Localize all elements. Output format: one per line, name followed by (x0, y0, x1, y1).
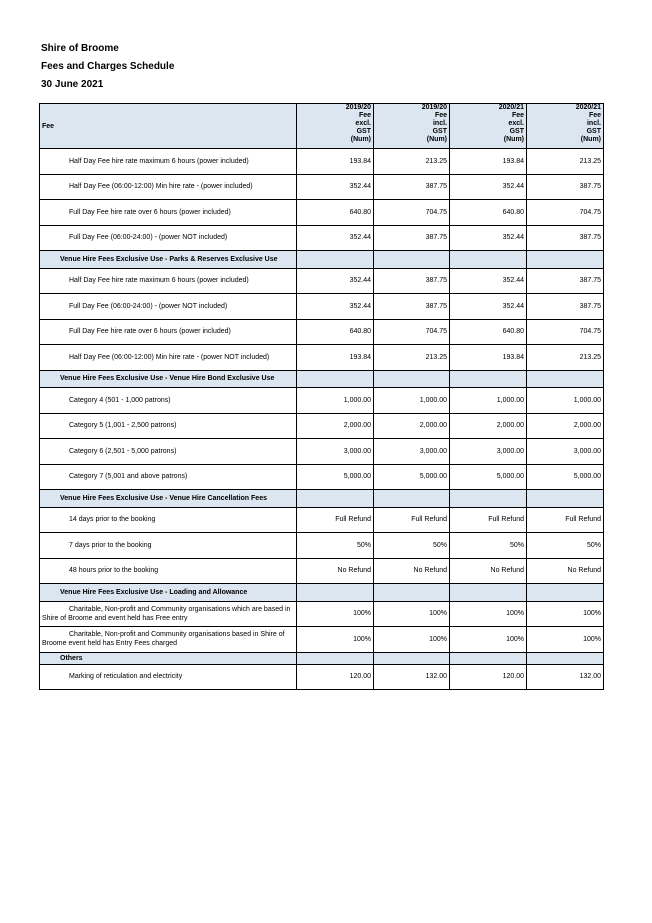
fee-2019-20-excl-gst: 352.44 (297, 268, 374, 294)
table-row (40, 200, 604, 226)
fee-2020-21-excl-gst: 193.84 (450, 149, 527, 175)
fee-2020-21-excl-gst: 120.00 (450, 664, 527, 690)
fee-2019-20-excl-gst: 640.80 (297, 319, 374, 345)
fee-2020-21-incl-gst: 1,000.00 (527, 388, 604, 414)
fee-description: 14 days prior to the booking (40, 507, 297, 533)
fee-description: Half Day Fee hire rate maximum 6 hours (power included) (40, 149, 297, 175)
fee-2019-20-incl-gst: 3,000.00 (374, 439, 450, 465)
fee-2019-20-excl-gst: 2,000.00 (297, 413, 374, 439)
fee-2020-21-incl-gst: 213.25 (527, 345, 604, 371)
organisation-name: Shire of Broome (41, 43, 119, 54)
empty-cell (527, 370, 604, 388)
fee-2019-20-incl-gst: 704.75 (374, 319, 450, 345)
fee-2020-21-incl-gst: 704.75 (527, 319, 604, 345)
fee-2019-20-incl-gst: 50% (374, 533, 450, 559)
fee-description: Charitable, Non-profit and Community organisations based in Shire of Broome event held has Entry Fees charged (40, 627, 297, 653)
fee-2019-20-excl-gst: 50% (297, 533, 374, 559)
fee-2019-20-excl-gst: 193.84 (297, 149, 374, 175)
fee-2020-21-incl-gst: Full Refund (527, 507, 604, 533)
section-label: Venue Hire Fees Exclusive Use - Venue Hire Cancellation Fees (40, 490, 297, 508)
section-label: Venue Hire Fees Exclusive Use - Venue Hire Bond Exclusive Use (40, 370, 297, 388)
fee-description: Marking of reticulation and electricity (40, 664, 297, 690)
empty-cell (374, 251, 450, 269)
table-row (40, 345, 604, 371)
fee-description: 48 hours prior to the booking (40, 558, 297, 584)
fee-description: Category 5 (1,001 - 2,500 patrons) (40, 413, 297, 439)
fee-2019-20-incl-gst: 213.25 (374, 345, 450, 371)
table-row (40, 558, 604, 584)
fee-2019-20-incl-gst: 5,000.00 (374, 464, 450, 490)
empty-cell (450, 370, 527, 388)
fee-2020-21-excl-gst: 100% (450, 601, 527, 627)
fee-2019-20-incl-gst: 2,000.00 (374, 413, 450, 439)
fee-2020-21-excl-gst: 50% (450, 533, 527, 559)
fees-table-body (40, 149, 604, 690)
fee-2020-21-incl-gst: 100% (527, 601, 604, 627)
fee-2020-21-excl-gst: 3,000.00 (450, 439, 527, 465)
empty-cell (450, 584, 527, 602)
fee-2019-20-excl-gst: 5,000.00 (297, 464, 374, 490)
fee-2019-20-excl-gst: 120.00 (297, 664, 374, 690)
table-row (40, 294, 604, 320)
section-label: Venue Hire Fees Exclusive Use - Parks & Reserves Exclusive Use (40, 251, 297, 269)
fee-2020-21-incl-gst: 2,000.00 (527, 413, 604, 439)
empty-cell (527, 490, 604, 508)
fee-2020-21-incl-gst: 387.75 (527, 268, 604, 294)
fee-2019-20-excl-gst: 352.44 (297, 174, 374, 200)
table-row (40, 507, 604, 533)
fee-2019-20-excl-gst: 352.44 (297, 225, 374, 251)
fee-2019-20-incl-gst: No Refund (374, 558, 450, 584)
fee-2019-20-incl-gst: 387.75 (374, 174, 450, 200)
fee-description: Charitable, Non-profit and Community organisations which are based in Shire of Broome and event held has Free entry (40, 601, 297, 627)
document-date: 30 June 2021 (41, 79, 104, 90)
table-row (40, 319, 604, 345)
section-row (40, 584, 604, 602)
column-header-2020-21-excl: 2020/21 Fee excl. GST (Num) (450, 104, 527, 149)
fee-description: Category 4 (501 - 1,000 patrons) (40, 388, 297, 414)
fee-2020-21-excl-gst: 640.80 (450, 200, 527, 226)
empty-cell (297, 652, 374, 664)
section-label: Venue Hire Fees Exclusive Use - Loading and Allowance (40, 584, 297, 602)
empty-cell (297, 584, 374, 602)
table-row (40, 413, 604, 439)
fee-2020-21-incl-gst: 100% (527, 627, 604, 653)
fee-2020-21-incl-gst: 387.75 (527, 174, 604, 200)
fees-table (39, 103, 604, 690)
fee-2020-21-excl-gst: 100% (450, 627, 527, 653)
fee-2019-20-incl-gst: 100% (374, 601, 450, 627)
fee-description: Full Day Fee (06:00-24:00) - (power NOT included) (40, 225, 297, 251)
fee-2020-21-incl-gst: 50% (527, 533, 604, 559)
fee-2020-21-excl-gst: 352.44 (450, 225, 527, 251)
fee-2020-21-incl-gst: 387.75 (527, 294, 604, 320)
fee-2019-20-incl-gst: 704.75 (374, 200, 450, 226)
fee-description: 7 days prior to the booking (40, 533, 297, 559)
fee-2020-21-excl-gst: 640.80 (450, 319, 527, 345)
fee-description: Full Day Fee hire rate over 6 hours (power included) (40, 200, 297, 226)
fee-2019-20-excl-gst: No Refund (297, 558, 374, 584)
section-label: Others (40, 652, 297, 664)
table-row (40, 533, 604, 559)
fee-2019-20-excl-gst: 193.84 (297, 345, 374, 371)
fee-2020-21-excl-gst: 193.84 (450, 345, 527, 371)
fee-2019-20-incl-gst: 387.75 (374, 268, 450, 294)
empty-cell (374, 370, 450, 388)
section-row (40, 370, 604, 388)
fee-description: Category 6 (2,501 - 5,000 patrons) (40, 439, 297, 465)
table-row (40, 464, 604, 490)
table-header-row (40, 104, 604, 149)
empty-cell (374, 584, 450, 602)
fee-2019-20-excl-gst: 352.44 (297, 294, 374, 320)
table-row (40, 174, 604, 200)
empty-cell (297, 251, 374, 269)
fee-2020-21-excl-gst: 1,000.00 (450, 388, 527, 414)
fee-2019-20-incl-gst: 387.75 (374, 294, 450, 320)
fee-2020-21-incl-gst: No Refund (527, 558, 604, 584)
fee-2020-21-incl-gst: 3,000.00 (527, 439, 604, 465)
table-row (40, 225, 604, 251)
fee-2019-20-excl-gst: 100% (297, 627, 374, 653)
fee-2020-21-incl-gst: 213.25 (527, 149, 604, 175)
table-row (40, 664, 604, 690)
empty-cell (527, 652, 604, 664)
table-row (40, 601, 604, 627)
document-header (41, 40, 174, 94)
empty-cell (527, 251, 604, 269)
fee-description: Category 7 (5,001 and above patrons) (40, 464, 297, 490)
document-title: Fees and Charges Schedule (41, 61, 175, 72)
fee-2020-21-excl-gst: No Refund (450, 558, 527, 584)
column-header-2019-20-incl: 2019/20 Fee incl. GST (Num) (374, 104, 450, 149)
fee-2019-20-incl-gst: 100% (374, 627, 450, 653)
fee-2019-20-excl-gst: Full Refund (297, 507, 374, 533)
table-row (40, 388, 604, 414)
fee-2020-21-excl-gst: 5,000.00 (450, 464, 527, 490)
fee-2019-20-incl-gst: Full Refund (374, 507, 450, 533)
fee-2020-21-incl-gst: 387.75 (527, 225, 604, 251)
fee-2020-21-excl-gst: 352.44 (450, 174, 527, 200)
fee-description: Half Day Fee hire rate maximum 6 hours (power included) (40, 268, 297, 294)
table-row (40, 268, 604, 294)
column-header-fee: Fee (40, 104, 297, 149)
column-header-2020-21-incl: 2020/21 Fee incl. GST (Num) (527, 104, 604, 149)
empty-cell (450, 652, 527, 664)
fee-description: Half Day Fee (06:00-12:00) Min hire rate - (power included) (40, 174, 297, 200)
fee-2020-21-incl-gst: 132.00 (527, 664, 604, 690)
table-row (40, 627, 604, 653)
fee-2020-21-excl-gst: Full Refund (450, 507, 527, 533)
empty-cell (297, 370, 374, 388)
fee-description: Full Day Fee (06:00-24:00) - (power NOT included) (40, 294, 297, 320)
fee-2019-20-excl-gst: 100% (297, 601, 374, 627)
fee-2019-20-incl-gst: 1,000.00 (374, 388, 450, 414)
fee-2019-20-excl-gst: 640.80 (297, 200, 374, 226)
fee-description: Full Day Fee hire rate over 6 hours (power included) (40, 319, 297, 345)
fee-2019-20-incl-gst: 387.75 (374, 225, 450, 251)
table-row (40, 149, 604, 175)
fee-2019-20-incl-gst: 213.25 (374, 149, 450, 175)
section-row (40, 652, 604, 664)
fee-2020-21-excl-gst: 352.44 (450, 268, 527, 294)
empty-cell (527, 584, 604, 602)
fee-2020-21-incl-gst: 5,000.00 (527, 464, 604, 490)
column-header-2019-20-excl: 2019/20 Fee excl. GST (Num) (297, 104, 374, 149)
fee-2019-20-excl-gst: 1,000.00 (297, 388, 374, 414)
empty-cell (450, 490, 527, 508)
section-row (40, 490, 604, 508)
fee-2020-21-excl-gst: 2,000.00 (450, 413, 527, 439)
table-row (40, 439, 604, 465)
fee-2020-21-incl-gst: 704.75 (527, 200, 604, 226)
empty-cell (297, 490, 374, 508)
fee-2019-20-incl-gst: 132.00 (374, 664, 450, 690)
empty-cell (450, 251, 527, 269)
section-row (40, 251, 604, 269)
empty-cell (374, 652, 450, 664)
fee-2019-20-excl-gst: 3,000.00 (297, 439, 374, 465)
fee-description: Half Day Fee (06:00-12:00) Min hire rate - (power NOT included) (40, 345, 297, 371)
fee-2020-21-excl-gst: 352.44 (450, 294, 527, 320)
empty-cell (374, 490, 450, 508)
